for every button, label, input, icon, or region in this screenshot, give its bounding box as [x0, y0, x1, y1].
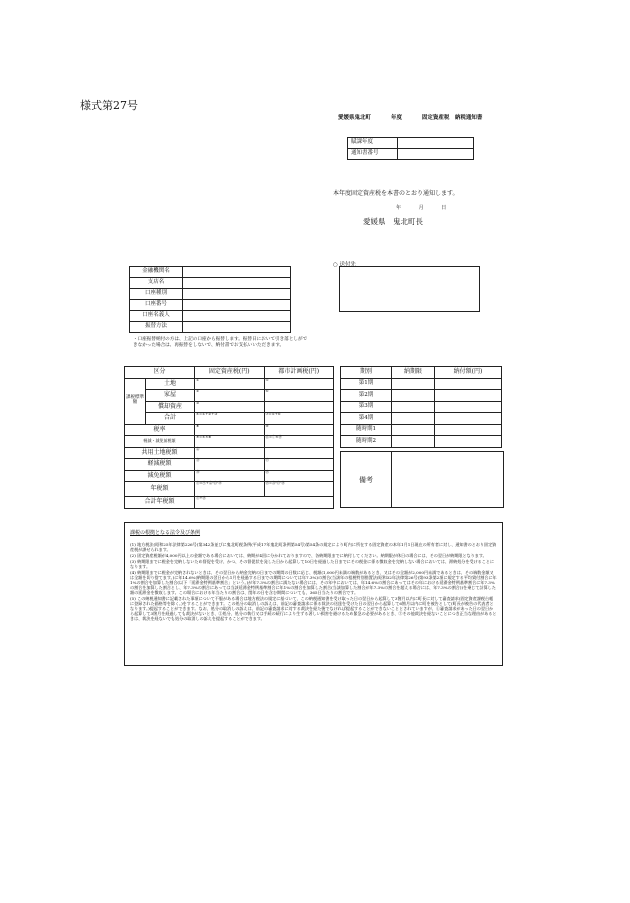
legal-basis-title: 課税の根拠となる法令及び条例 [130, 530, 201, 536]
due-cell [392, 401, 435, 413]
bank-label: 振替方法 [130, 322, 183, 333]
amount-cell [434, 436, 501, 448]
row-label: 税率 [125, 424, 195, 436]
legal-paragraph: (5) この納税通知書に記載された事項について不服がある場合は地方税法の規定に基づいて、この納税通知書を受け取った日の翌日から起算して3箇月以内に町長に対して審査請求(固定資産課税台帳に登録された価格等を除く。)をすることができます。この処分の取消しの訴えは、前記の審査請求に係る裁決の送達を受けた日の翌日から起算して6箇月以内に町を被告として(町長が被告の代表者となります。)提起することができます。なお、処分の取消しの訴えは、前記の審査請求に対する裁決を経た後でなければ提起することができないこととされていますが、①審査請求があった日の翌日から起算して3箇月を経過しても裁決がないとき、②処分、処分の執行又は手続の続行により生ずる著しい損害を避けるため緊急の必要があるとき、③その他裁決を経ないことにつき正当な理由があるときは、裁決を経ないでも処分の取消しの訴えを提起することができます。 [130, 595, 497, 621]
period-label: 第2期 [341, 390, 392, 402]
col-fixed: 固定資産税(円) [195, 367, 265, 379]
date-year: 年 [396, 205, 404, 211]
row-city: ⑯ [264, 470, 334, 482]
col-period: 期別 [341, 367, 392, 379]
form-number: 様式第27号 [80, 99, 138, 112]
row-city: ⑩ [264, 424, 334, 436]
bank-table [129, 266, 291, 333]
total-value: ⑰+⑱ [195, 497, 334, 509]
col-due: 納期限 [392, 367, 435, 379]
row-fixed: ⑧ [195, 424, 265, 436]
row-fixed: ② [195, 390, 265, 402]
side-label: 課税標準額 [125, 378, 146, 424]
bank-note: ・口座振替納付の方は、上記の口座から振替します。振替日において引き落としができなかった場合は、再振替をしないで、納付書でお支払いいただきます。 [133, 337, 308, 348]
period-label: 第4期 [341, 413, 392, 425]
row-fixed: ③ [195, 401, 265, 413]
notice-text: 本年度固定資産税を本書のとおり通知します。 [333, 190, 459, 197]
legal-paragraph: (3) 納期限までに税金を完納しないため督促を受け、かつ、その督促状を発した日から起算して10日を経過した日までにその税金に係る徴収金を完納しない場合においては、滞納処分を受けることになります。 [130, 558, 495, 569]
row-label: 家屋 [146, 390, 195, 402]
period-label: 随時期2 [341, 436, 392, 448]
period-label: 第1期 [341, 378, 392, 390]
ref-label: 通知書番号 [348, 149, 398, 160]
header-title: 固定資産税 納税通知書 [421, 115, 483, 121]
total-label: 合計年税額 [125, 497, 195, 509]
remarks-box [340, 451, 504, 508]
amount-cell [434, 378, 501, 390]
date-day: 日 [441, 205, 449, 211]
mayor-signature: 愛媛県 鬼北町長 [363, 217, 423, 226]
row-city: ⑪=⑦×⑩ [264, 436, 334, 448]
amount-cell [434, 413, 501, 425]
bank-value [183, 267, 291, 278]
legal-paragraph: (2) 固定資産税額が4,000円以上の金額である場合においては、納期が4回に分かれておりますので、各納期限までに納付してください。納期限が休日の場合には、その翌日が納期限となります。 [130, 552, 487, 558]
bank-label: 口座番号 [130, 300, 183, 311]
row-city: ⑥ [264, 390, 334, 402]
row-city [264, 401, 334, 413]
amount-cell [434, 424, 501, 436]
row-label: 軽減税額 [125, 459, 195, 471]
row-fixed: ① [195, 378, 265, 390]
row-city [264, 447, 334, 459]
legal-basis-box [124, 522, 503, 666]
period-label: 随時期1 [341, 424, 392, 436]
due-cell [392, 436, 435, 448]
due-cell [392, 413, 435, 425]
bank-value [183, 300, 291, 311]
row-label: 年税額 [125, 482, 195, 497]
row-label: 償却資産 [146, 401, 195, 413]
amount-cell [434, 401, 501, 413]
remarks-label: 備考 [341, 452, 392, 507]
col-city: 都市計画税(円) [264, 367, 334, 379]
due-cell [392, 424, 435, 436]
row-city: ⑦=⑤+⑥ [264, 413, 334, 425]
period-label: 第3期 [341, 401, 392, 413]
due-cell [392, 378, 435, 390]
bank-value [183, 289, 291, 300]
row-fixed: ⑨=④×⑧ [195, 436, 265, 448]
payment-table [340, 366, 502, 448]
row-city: ⑤ [264, 378, 334, 390]
header-year-label: 年度 [390, 115, 402, 121]
date-month: 月 [418, 205, 426, 211]
row-label: 軽減・減免前税額 [125, 436, 195, 448]
row-label: 土地 [146, 378, 195, 390]
ref-label: 賦課年度 [348, 138, 398, 149]
row-fixed: ⑬ [195, 459, 265, 471]
row-label: 合計 [146, 413, 195, 425]
row-fixed: ⑰=⑨+⑫-⑬-⑭ [195, 482, 265, 497]
header-town: 愛媛県鬼北町 [338, 115, 372, 121]
bank-value [183, 278, 291, 289]
legal-paragraph: (4) 納期限までに税金が完納されないときは、その翌日から納金完納の日までの期間の日数に応じ、税額(1,000円未満の端数があるとき、又はその全額が2,000円未満であるときは、その端数金額又は全額を切り捨てます。)に年14.6%(納期限の翌日から1月を経過する日までの期間については年7.3%)の割合(当該年の租税特別措置法(昭和32年法律第26号)第93条第2項に規定する平均貸付割合に年1%の割合を加算した割合(以下「延滞金特例基準割合」という。)が年7.3%の割合に満たない場合には、その年中においては、年14.6%の割合にあってはその年における延滞金特例基準割合に年7.3%の割合を加算した割合とし、年7.3%の割合にあっては当該延滞金特例基準割合に年1%の割合を加算した割合(当該加算した割合が年7.3%の割合を超える場合には、年7.3%の割合))を乗じて計算した額の延滞金を徴収します。この場合における年当たりの割合は、閏年の日を含む期間についても、365日当たりの割合です。 [130, 569, 497, 595]
col-kubun: 区分 [125, 367, 195, 379]
row-fixed: ⑭ [195, 470, 265, 482]
legal-paragraph: (1) 地方税法(昭和25年法律第226号)第342条並びに鬼北町税条例(平成17年鬼北町条例第54号)第54条の規定により町内に所在する固定資産の本年1月1日現在の所有者に対し、通知書のとおり固定資産税が課せられます。 [130, 542, 497, 552]
row-label: 共用土地税額 [125, 447, 195, 459]
tax-table [124, 366, 334, 509]
bank-value [183, 322, 291, 333]
row-city: ⑮ [264, 459, 334, 471]
destination-label: ○ 送付先 [333, 262, 357, 268]
reference-table [347, 137, 474, 160]
document-header [338, 113, 500, 121]
bank-label: 支店名 [130, 278, 183, 289]
row-fixed: ⑫ [195, 447, 265, 459]
due-cell [392, 390, 435, 402]
bank-label: 口座種別 [130, 289, 183, 300]
col-amount: 納付額(円) [434, 367, 501, 379]
bank-label: 口座名義人 [130, 311, 183, 322]
destination-box [339, 266, 480, 312]
bank-label: 金融機関名 [130, 267, 183, 278]
issue-date [396, 204, 460, 211]
row-city: ⑱=⑪-⑮-⑯ [264, 482, 334, 497]
bank-value [183, 311, 291, 322]
ref-value [398, 138, 474, 149]
row-fixed: ④=①+②+③ [195, 413, 265, 425]
amount-cell [434, 390, 501, 402]
row-label: 減免税額 [125, 470, 195, 482]
ref-value [398, 149, 474, 160]
